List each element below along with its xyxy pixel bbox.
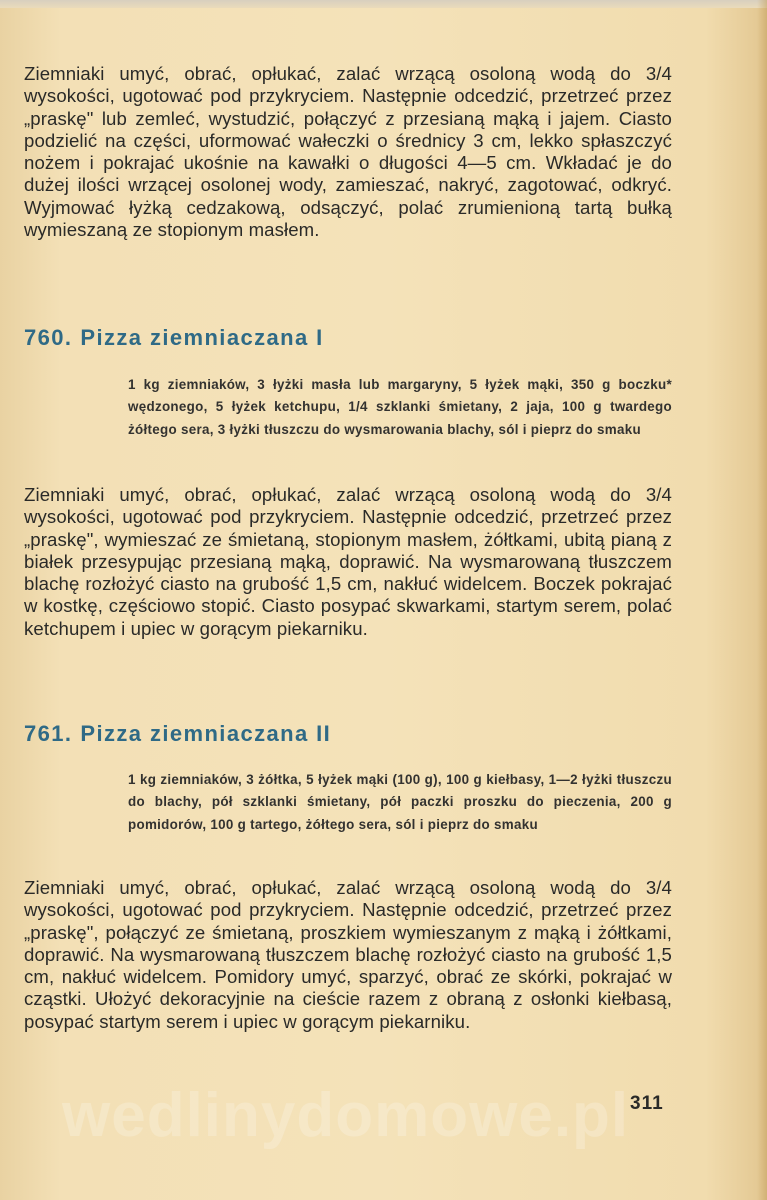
recipe-761-method: Ziemniaki umyć, obrać, opłukać, zalać wrzącą osoloną wodą do 3/4 wysokości, ugotować pod przykryciem. Następnie odcedzić, przetrzeć przez „praskę", połączyć ze śmietaną, proszkiem wymieszanym z mąką i żółtkami, doprawić. Na wysmarowaną tłuszczem blachę rozłożyć ciasto na grubość 1,5 cm, nakłuć widelcem. Pomidory umyć, sparzyć, obrać ze skórki, pokrajać w cząstki. Ułożyć dekoracyjnie na cieście razem z obraną z osłonki kiełbasą, posypać startym serem i upiec w gorącym piekarniku. [24, 877, 672, 1032]
page-top-edge [0, 0, 767, 8]
recipe-761-ingredients: 1 kg ziemniaków, 3 żółtka, 5 łyżek mąki (100 g), 100 g kiełbasy, 1—2 łyżki tłuszczu do blachy, pół szklanki śmietany, pół paczki proszku do pieczenia, 200 g pomidorów, 100 g tartego, żółtego sera, sól i pieprz do smaku [128, 772, 672, 832]
page-number: 311 [630, 1093, 664, 1114]
recipe-760-title: Pizza ziemniaczana I [80, 325, 324, 350]
recipe-760-method: Ziemniaki umyć, obrać, opłukać, zalać wrzącą osoloną wodą do 3/4 wysokości, ugotować pod przykryciem. Następnie odcedzić, przetrzeć przez „praskę", wymieszać ze śmietaną, stopionym masłem, żółtkami, ubitą pianą z białek przesypując przesianą mąką, doprawić. Na wysmarowaną tłuszczem blachę rozłożyć ciasto na grubość 1,5 cm, nakłuć widelcem. Boczek pokrajać w kostkę, częściowo stopić. Ciasto posypać skwarkami, startym serem, polać ketchupem i upiec w gorącym piekarniku. [24, 484, 672, 639]
recipe-761-number: 761. [24, 721, 73, 746]
recipe-760-heading [24, 325, 324, 351]
recipe-760-ingredients: 1 kg ziemniaków, 3 łyżki masła lub margaryny, 5 łyżek mąki, 350 g boczku* wędzonego, 5 łyżek ketchupu, 1/4 szklanki śmietany, 2 jaja, 100 g twardego żółtego sera, 3 łyżki tłuszczu do wysmarowania blachy, sól i pieprz do smaku [128, 377, 672, 437]
recipe-761-title: Pizza ziemniaczana II [80, 721, 332, 746]
watermark: wedlinydomowe.pl [62, 1081, 630, 1150]
intro-paragraph: Ziemniaki umyć, obrać, opłukać, zalać wrzącą osoloną wodą do 3/4 wysokości, ugotować pod przykryciem. Następnie odcedzić, przetrzeć przez „praskę" lub zemleć, wystudzić, połączyć z przesianą mąką i jajem. Ciasto podzielić na części, uformować wałeczki o średnicy 3 cm, lekko spłaszczyć nożem i pokrajać ukośnie na kawałki o długości 4—5 cm. Wkładać je do dużej ilości wrzącej osolonej wody, zamieszać, nakryć, zagotować, odkryć. Wyjmować łyżką cedzakową, odsączyć, polać zrumienioną tartą bułką wymieszaną ze stopionym masłem. [24, 63, 672, 241]
recipe-761-heading [24, 721, 331, 747]
page-right-edge [757, 0, 767, 1200]
recipe-760-number: 760. [24, 325, 73, 350]
